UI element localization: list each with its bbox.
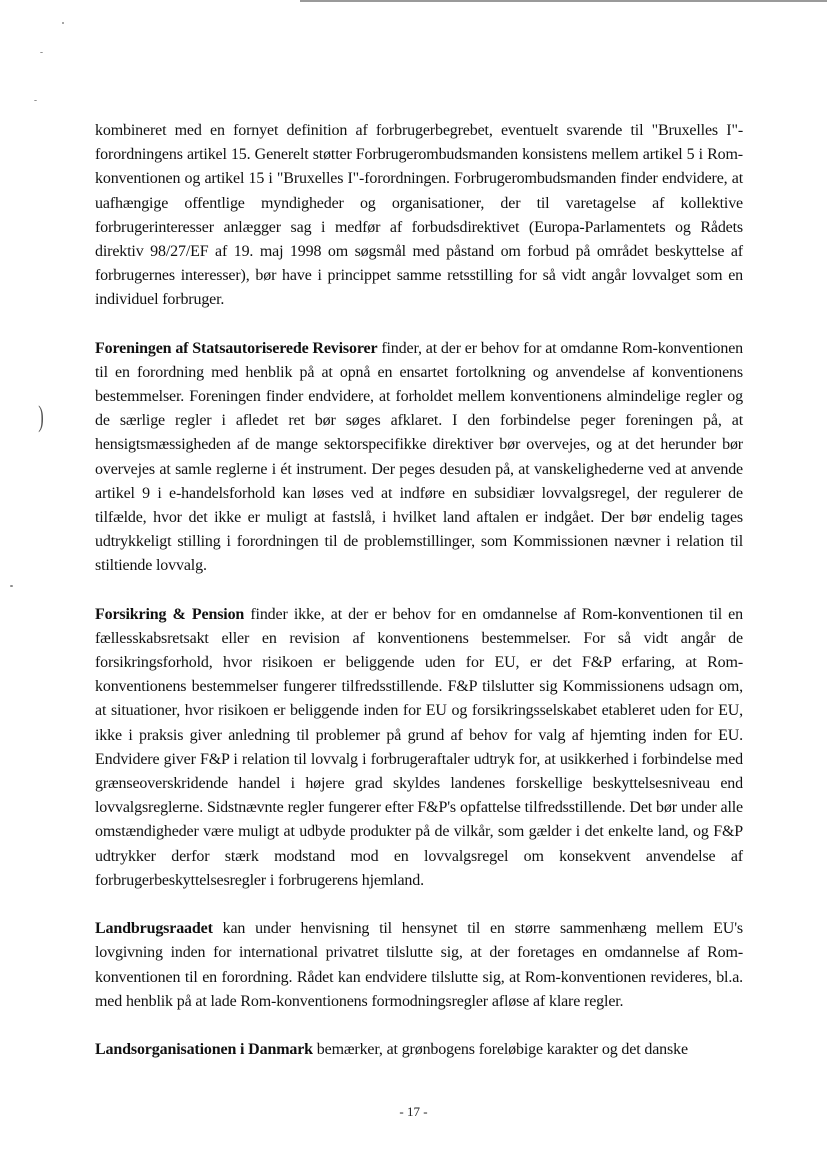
page-number: - 17 -	[399, 1104, 428, 1119]
paragraph-text: bemærker, at grønbogens foreløbige karakter og det danske	[312, 1040, 688, 1058]
organization-name: Foreningen af Statsautoriserede Revisorer	[95, 339, 378, 357]
scan-top-edge	[300, 0, 827, 2]
paragraph-text: kombineret med en fornyet definition af forbrugerbegrebet, eventuelt svarende til "Bruxelles I"-forordningens artikel 15. Generelt støtter Forbrugerombudsmanden konsistens mellem artikel 5 i Rom-konventionen og artikel 15 i "Bruxelles I"-forordningen. Forbrugerombudsmanden finder endvidere, at uafhængige offentlige myndigheder og organisationer, der til varetagelse af kollektive forbrugerinteresser anlægger sag i medfør af forbudsdirektivet (Europa-Parlamentets og Rådets direktiv 98/27/EF af 19. maj 1998 om søgsmål med påstand om forbud på området beskyttelse af forbrugernes interesser), bør have i princippet samme retsstilling for så vidt angår lovvalget som en individuel forbruger.	[95, 122, 743, 309]
document-body	[95, 119, 743, 1062]
scan-speck	[10, 585, 13, 587]
scan-speck	[40, 52, 43, 53]
paragraph-landbrugsraadet	[95, 917, 743, 1014]
paragraph-forbrugerombudsmanden	[95, 119, 743, 313]
margin-bracket-mark: )	[38, 400, 44, 433]
paragraph-text: finder ikke, at der er behov for en omdannelse af Rom-konventionen til en fællesskabsretsakt eller en revision af konventionens bestemmelser. For så vidt angår de forsikringsforhold, hvor risikoen er beliggende uden for EU, er det F&P erfaring, at Rom-konventionens bestemmelser fungerer tilfredsstillende. F&P tilslutter sig Kommissionens udsagn om, at situationer, hvor risikoen er beliggende inden for EU og forsikringsselskabet etableret uden for EU, ikke i praksis giver anledning til problemer på grund af behov for valg af hjemting inden for EU. Endvidere giver F&P i relation til lovvalg i forbrugeraftaler udtryk for, at usikkerhed i forbindelse med grænseoverskridende handel i højere grad skyldes landenes forskellige beskyttelsesniveau end lovvalgsreglerne. Sidstnævnte regler fungerer efter F&P's opfattelse tilfredsstillende. Det bør under alle omstændigheder være muligt at udbyde produkter på de vilkår, som gælder i det enkelte land, og F&P udtrykker derfor stærk modstand mod en lovvalgsregel om konsekvent anvendelse af forbrugerbeskyttelsesregler i forbrugerens hjemland.	[95, 605, 743, 889]
paragraph-text: finder, at der er behov for at omdanne Rom-konventionen til en forordning med henblik på at opnå en ensartet fortolkning og anvendelse af konventionens bestemmelser. Foreningen finder endvidere, at forholdet mellem konventionens almindelige regler og de særlige regler i afledet ret bør søges afklaret. I den forbindelse peger foreningen på, at hensigtsmæssigheden af de mange sektorspecifikke direktiver bør overvejes, og at det herunder bør overvejes at samle reglerne i ét instrument. Der peges desuden på, at vanskelighederne ved at anvende artikel 9 i e-handelsforhold kan løses ved at indføre en subsidiær lovvalgsregel, der regulerer de tilfælde, hvor det ikke er muligt at fastslå, i hvilket land aftalen er indgået. Der bør endelig tages udtrykkeligt stilling i forordningen til de problemstillinger, som Kommissionen nævner i relation til stiltiende lovvalg.	[95, 339, 743, 575]
organization-name: Landbrugsraadet	[95, 920, 213, 938]
organization-name: Forsikring & Pension	[95, 605, 245, 623]
paragraph-lo	[95, 1038, 743, 1062]
paragraph-text: kan under henvisning til hensynet til en større sammenhæng mellem EU's lovgivning inden for international privatret tilslutte sig, at der foretages en omdannelse af Rom-konventionen til en forordning. Rådet kan endvidere tilslutte sig, at Rom-konventionen revideres, bl.a. med henblik på at lade Rom-konventionens formodningsregler afløse af klare regler.	[95, 920, 743, 1010]
paragraph-forsikring-pension	[95, 603, 743, 893]
organization-name: Landsorganisationen i Danmark	[95, 1040, 313, 1058]
scan-speck	[34, 100, 37, 101]
paragraph-fsr	[95, 337, 743, 579]
scan-speck	[62, 22, 64, 24]
